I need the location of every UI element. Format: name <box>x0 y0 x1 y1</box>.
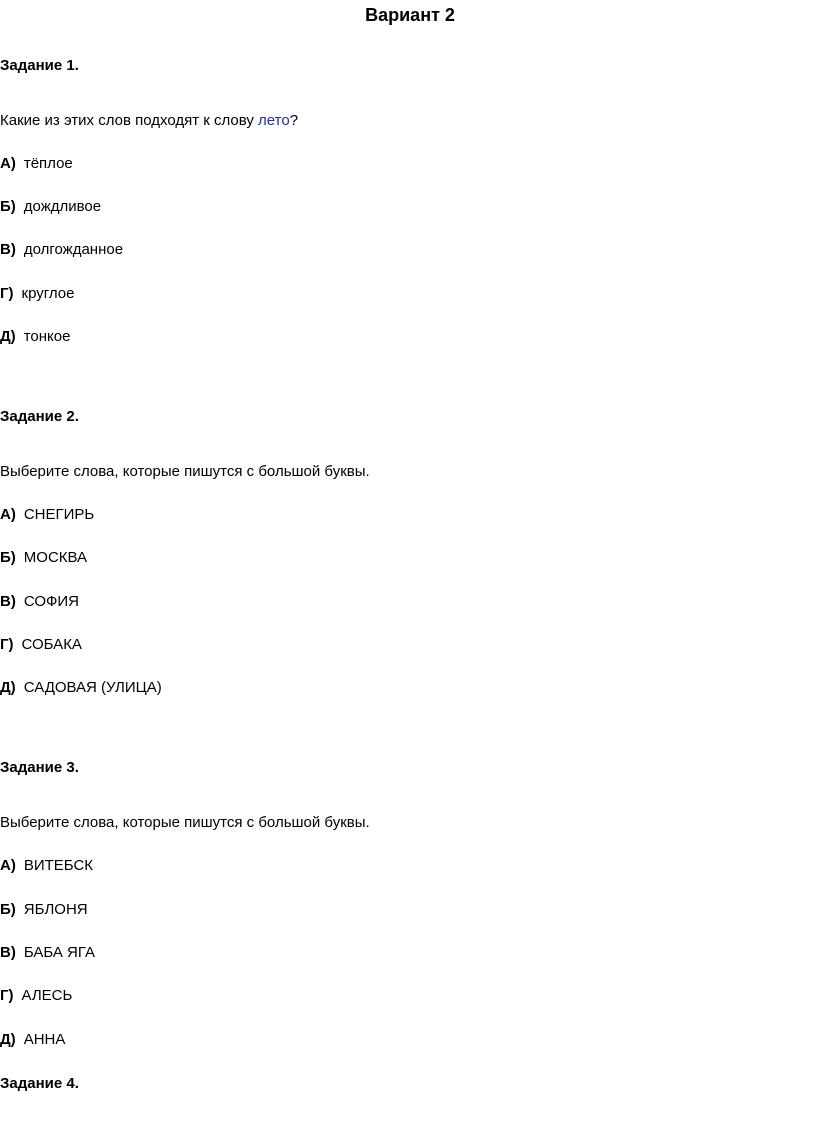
option-letter: В) <box>0 593 16 610</box>
task-3-option-e <box>0 1030 65 1050</box>
task-2-option-a <box>0 505 94 525</box>
task-3-option-c <box>0 943 95 963</box>
option-letter: Б) <box>0 549 16 566</box>
option-letter: В) <box>0 944 16 961</box>
task-3-option-d <box>0 986 72 1006</box>
option-text: МОСКВА <box>23 549 88 566</box>
task-3-heading: Задание 3. <box>0 759 79 776</box>
option-text: дождливое <box>23 198 102 215</box>
task-3-question: Выберите слова, которые пишутся с большой буквы. <box>0 814 370 831</box>
task-2-question: Выберите слова, которые пишутся с большой буквы. <box>0 463 370 480</box>
option-letter: В) <box>0 241 16 258</box>
task-1-question-text: Какие из этих слов подходят к слову <box>0 112 259 129</box>
task-2-option-e <box>0 678 162 698</box>
option-letter: А) <box>0 506 16 523</box>
option-text: тёплое <box>23 155 73 172</box>
task-1-option-c <box>0 240 123 260</box>
option-letter: А) <box>0 857 16 874</box>
option-letter: А) <box>0 155 16 172</box>
task-2-heading: Задание 2. <box>0 408 79 425</box>
task-1-question-mark: ? <box>289 112 299 129</box>
option-letter: Б) <box>0 901 16 918</box>
option-text: долгожданное <box>23 241 124 258</box>
task-2-option-d <box>0 635 82 655</box>
option-letter: Д) <box>0 679 16 696</box>
option-letter: Г) <box>0 987 14 1004</box>
task-2-option-b <box>0 548 87 568</box>
option-letter: Д) <box>0 1031 16 1048</box>
option-text: СОФИЯ <box>23 593 80 610</box>
option-letter: Б) <box>0 198 16 215</box>
option-letter: Г) <box>0 636 14 653</box>
option-text: БАБА ЯГА <box>23 944 95 961</box>
task-1-heading: Задание 1. <box>0 57 79 74</box>
option-text: тонкое <box>23 328 71 345</box>
option-text: круглое <box>21 285 75 302</box>
option-letter: Д) <box>0 328 16 345</box>
task-1-option-d <box>0 284 74 304</box>
option-text: АННА <box>23 1031 66 1048</box>
option-text: ЯБЛОНЯ <box>23 901 88 918</box>
task-1-option-a <box>0 154 73 174</box>
option-text: АЛЕСЬ <box>21 987 73 1004</box>
option-letter: Г) <box>0 285 14 302</box>
option-text: САДОВАЯ (УЛИЦА) <box>23 679 162 696</box>
task-2-option-c <box>0 592 79 612</box>
option-text: ВИТЕБСК <box>23 857 94 874</box>
task-1-option-e <box>0 327 70 347</box>
task-3-option-b <box>0 900 88 920</box>
page-title: Вариант 2 <box>365 5 455 25</box>
task-3-option-a <box>0 856 93 876</box>
task-1-option-b <box>0 197 101 217</box>
option-text: СОБАКА <box>21 636 82 653</box>
option-text: СНЕГИРЬ <box>23 506 95 523</box>
task-4-heading: Задание 4. <box>0 1075 79 1092</box>
task-1-question-keyword: лето <box>258 112 290 129</box>
task-1-question <box>0 111 298 131</box>
